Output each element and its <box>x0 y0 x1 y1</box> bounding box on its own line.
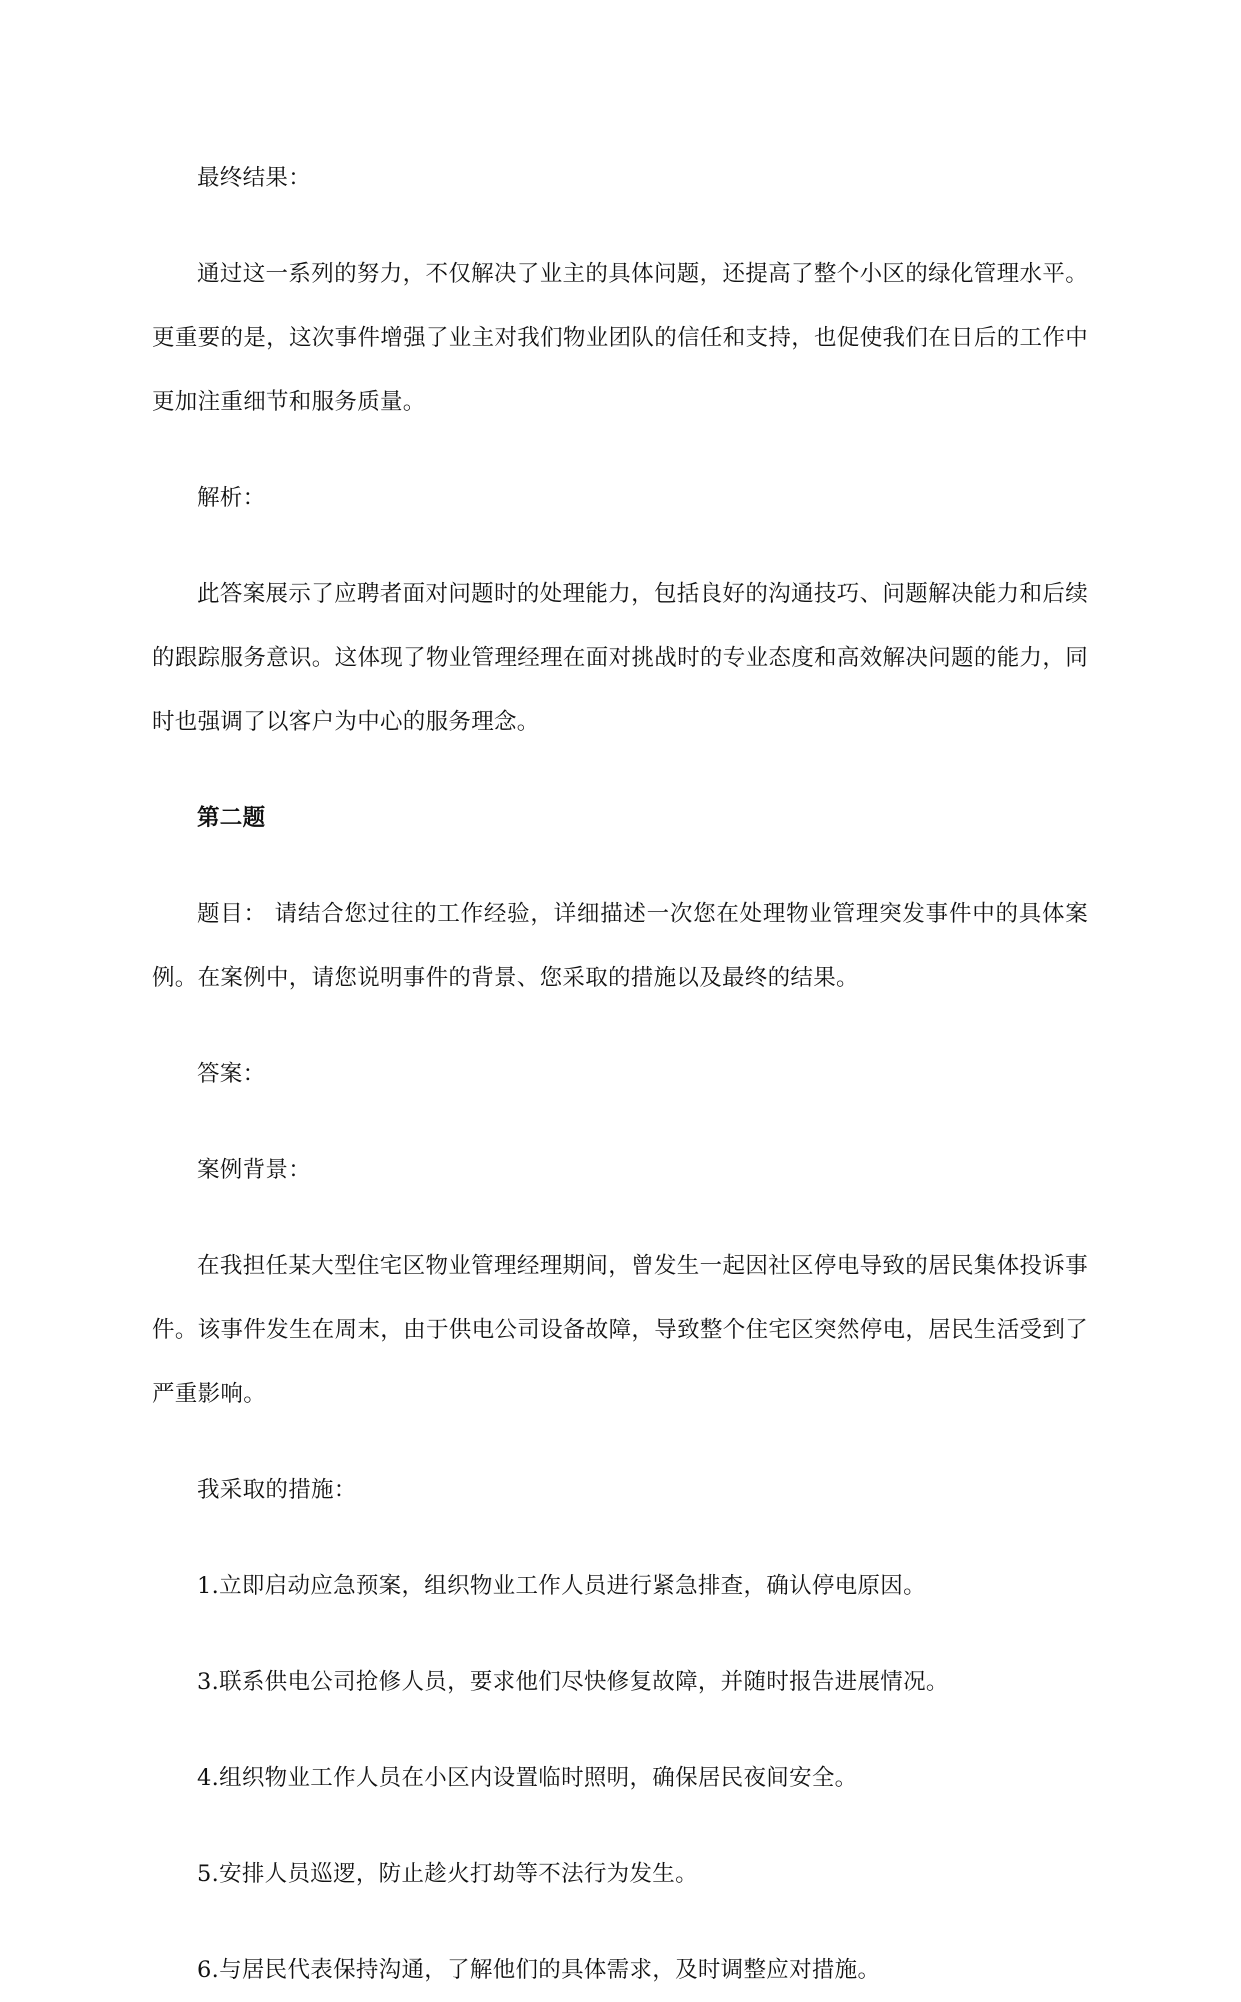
paragraph-answer-label: 答案： <box>197 1061 266 1087</box>
paragraph-final-result-label: 最终结果： <box>197 165 312 191</box>
list-item-measure: 4.组织物业工作人员在小区内设置临时照明，确保居民夜间安全。 <box>197 1765 858 1791</box>
list-item-measure: 3.联系供电公司抢修人员，要求他们尽快修复故障，并随时报告进展情况。 <box>197 1669 949 1695</box>
section-heading-question-two: 第二题 <box>197 805 266 831</box>
list-item-measure: 1.立即启动应急预案，组织物业工作人员进行紧急排查，确认停电原因。 <box>197 1573 926 1599</box>
paragraph-analysis-body: 此答案展示了应聘者面对问题时的处理能力，包括良好的沟通技巧、问题解决能力和后续的跟踪服务意识。这体现了物业管理经理在面对挑战时的专业态度和高效解决问题的能力，同时也强调了以客户为中心的服务理念。 <box>152 581 1088 735</box>
list-item-measure: 6.与居民代表保持沟通，了解他们的具体需求，及时调整应对措施。 <box>197 1957 881 1983</box>
paragraph-measures-label: 我采取的措施： <box>197 1477 357 1503</box>
paragraph-question-prompt: 题目： 请结合您过往的工作经验，详细描述一次您在处理物业管理突发事件中的具体案例。在案例中，请您说明事件的背景、您采取的措施以及最终的结果。 <box>152 901 1088 991</box>
list-item-measure: 5.安排人员巡逻，防止趁火打劫等不法行为发生。 <box>197 1861 698 1887</box>
paragraph-case-background-label: 案例背景： <box>197 1157 312 1183</box>
paragraph-final-result-body: 通过这一系列的努力，不仅解决了业主的具体问题，还提高了整个小区的绿化管理水平。更重要的是，这次事件增强了业主对我们物业团队的信任和支持，也促使我们在日后的工作中更加注重细节和服务质量。 <box>152 261 1088 415</box>
document-body <box>152 146 1088 2002</box>
paragraph-case-background-body: 在我担任某大型住宅区物业管理经理期间，曾发生一起因社区停电导致的居民集体投诉事件。该事件发生在周末，由于供电公司设备故障，导致整个住宅区突然停电，居民生活受到了严重影响。 <box>152 1253 1088 1407</box>
paragraph-analysis-label: 解析： <box>197 485 266 511</box>
